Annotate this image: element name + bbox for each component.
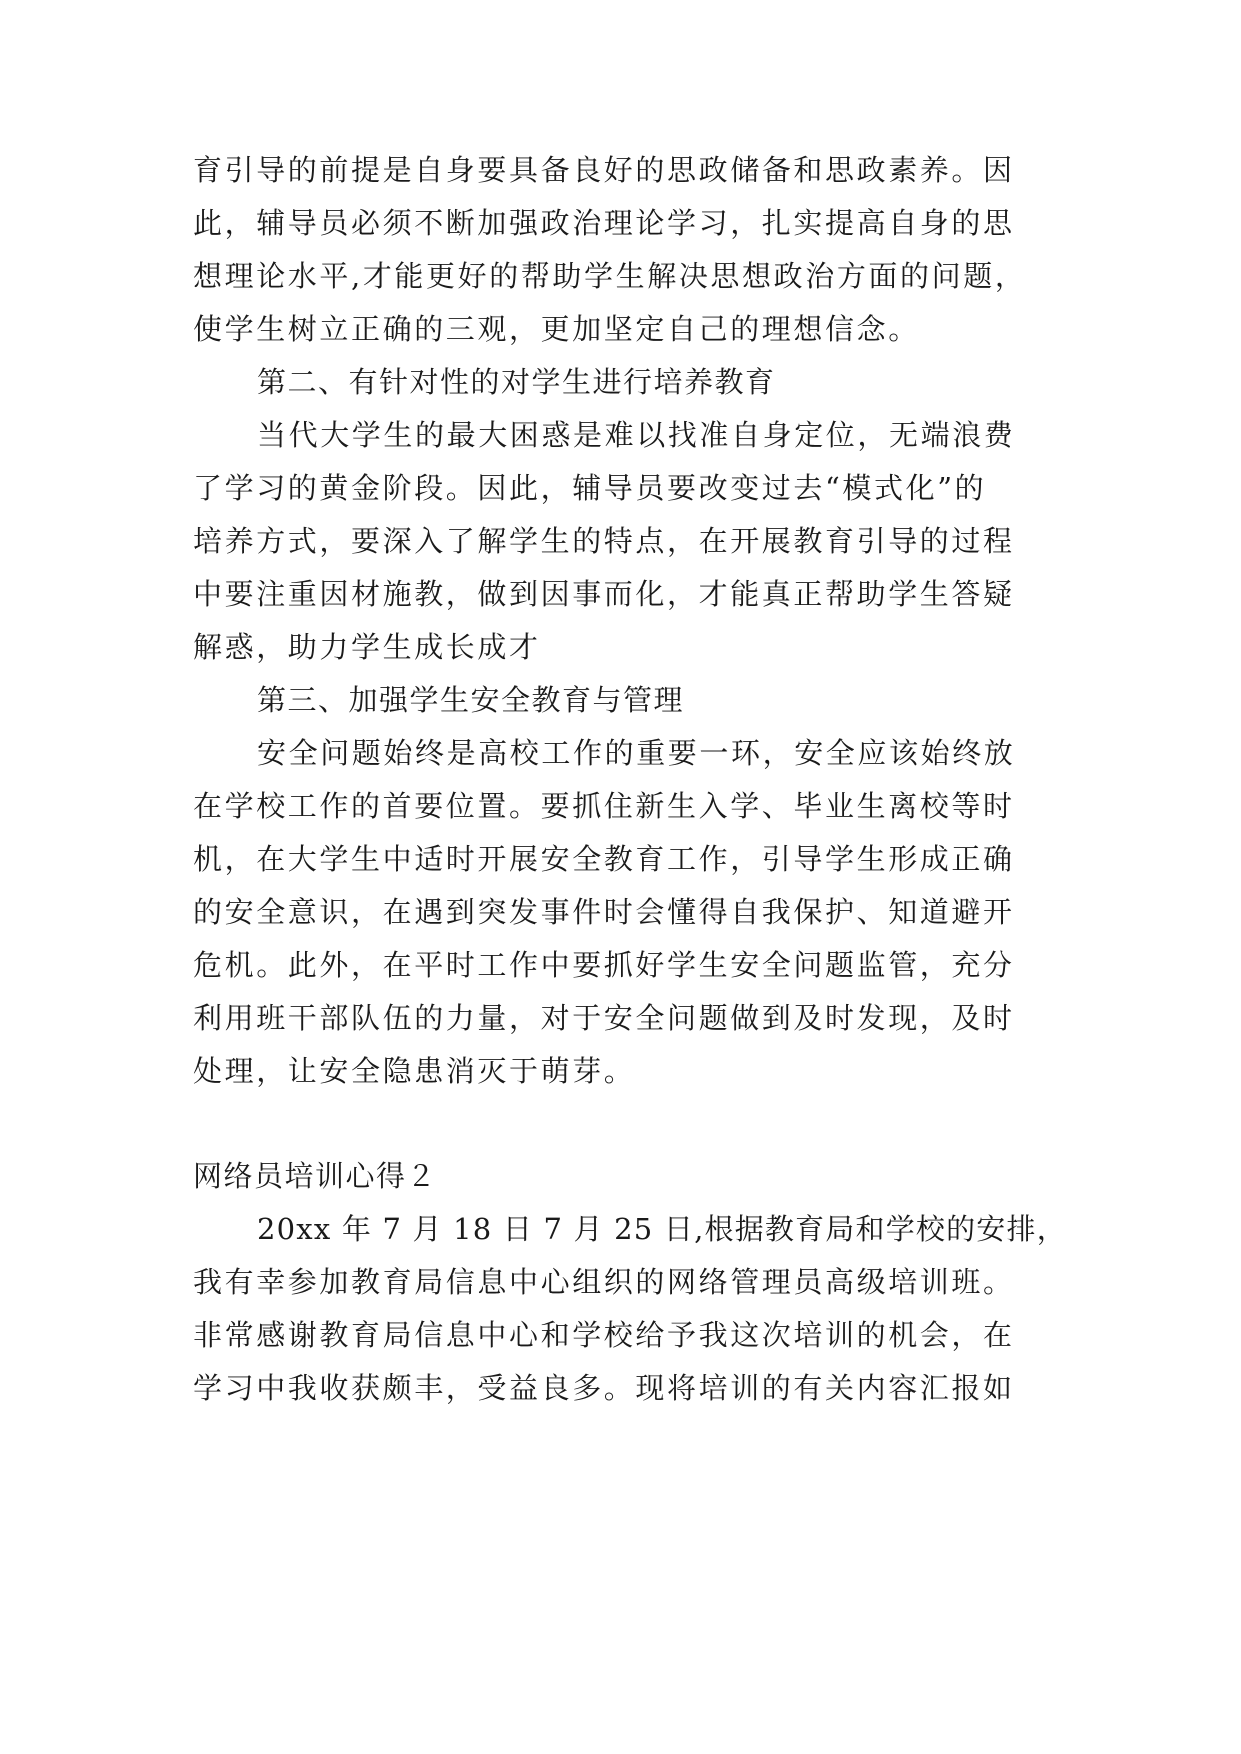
paragraph-line: 育引导的前提是自身要具备良好的思政储备和思政素养。因 [193,153,1015,187]
paragraph-line: 中要注重因材施教，做到因事而化，才能真正帮助学生答疑 [193,577,1015,611]
paragraph-line: 在学校工作的首要位置。要抓住新生入学、毕业生离校等时 [193,789,1015,823]
section-heading: 第三、加强学生安全教育与管理 [257,683,685,717]
paragraph-line: 的安全意识，在遇到突发事件时会懂得自我保护、知道避开 [193,895,1015,929]
paragraph-line: 危机。此外，在平时工作中要抓好学生安全问题监管，充分 [193,948,1015,982]
paragraph-line: 学习中我收获颇丰，受益良多。现将培训的有关内容汇报如 [193,1371,1015,1405]
paragraph-line: 解惑，助力学生成长成才 [193,630,541,664]
paragraph-line: 机，在大学生中适时开展安全教育工作，引导学生形成正确 [193,842,1015,876]
paragraph-line: 了学习的黄金阶段。因此，辅导员要改变过去“模式化”的 [193,471,987,505]
paragraph-line: 非常感谢教育局信息中心和学校给予我这次培训的机会，在 [193,1318,1015,1352]
paragraph-line: 培养方式，要深入了解学生的特点，在开展教育引导的过程 [193,524,1015,558]
paragraph-line: 使学生树立正确的三观，更加坚定自己的理想信念。 [193,312,920,346]
paragraph-line: 安全问题始终是高校工作的重要一环，安全应该始终放 [257,736,1016,770]
paragraph-line: 想理论水平,才能更好的帮助学生解决思想政治方面的问题， [193,259,1027,293]
paragraph-line: 处理，让安全隐患消灭于萌芽。 [193,1054,636,1088]
paragraph-line: 当代大学生的最大困惑是难以找准自身定位，无端浪费 [257,418,1016,452]
paragraph-line: 我有幸参加教育局信息中心组织的网络管理员高级培训班。 [193,1265,1015,1299]
article-title: 网络员培训心得２ [193,1159,438,1193]
paragraph-line: 20xx 年 7 月 18 日 7 月 25 日,根据教育局和学校的安排， [257,1212,1067,1246]
paragraph-line: 此，辅导员必须不断加强政治理论学习，扎实提高自身的思 [193,206,1015,240]
paragraph-line: 利用班干部队伍的力量，对于安全问题做到及时发现，及时 [193,1001,1015,1035]
section-heading: 第二、有针对性的对学生进行培养教育 [257,365,776,399]
